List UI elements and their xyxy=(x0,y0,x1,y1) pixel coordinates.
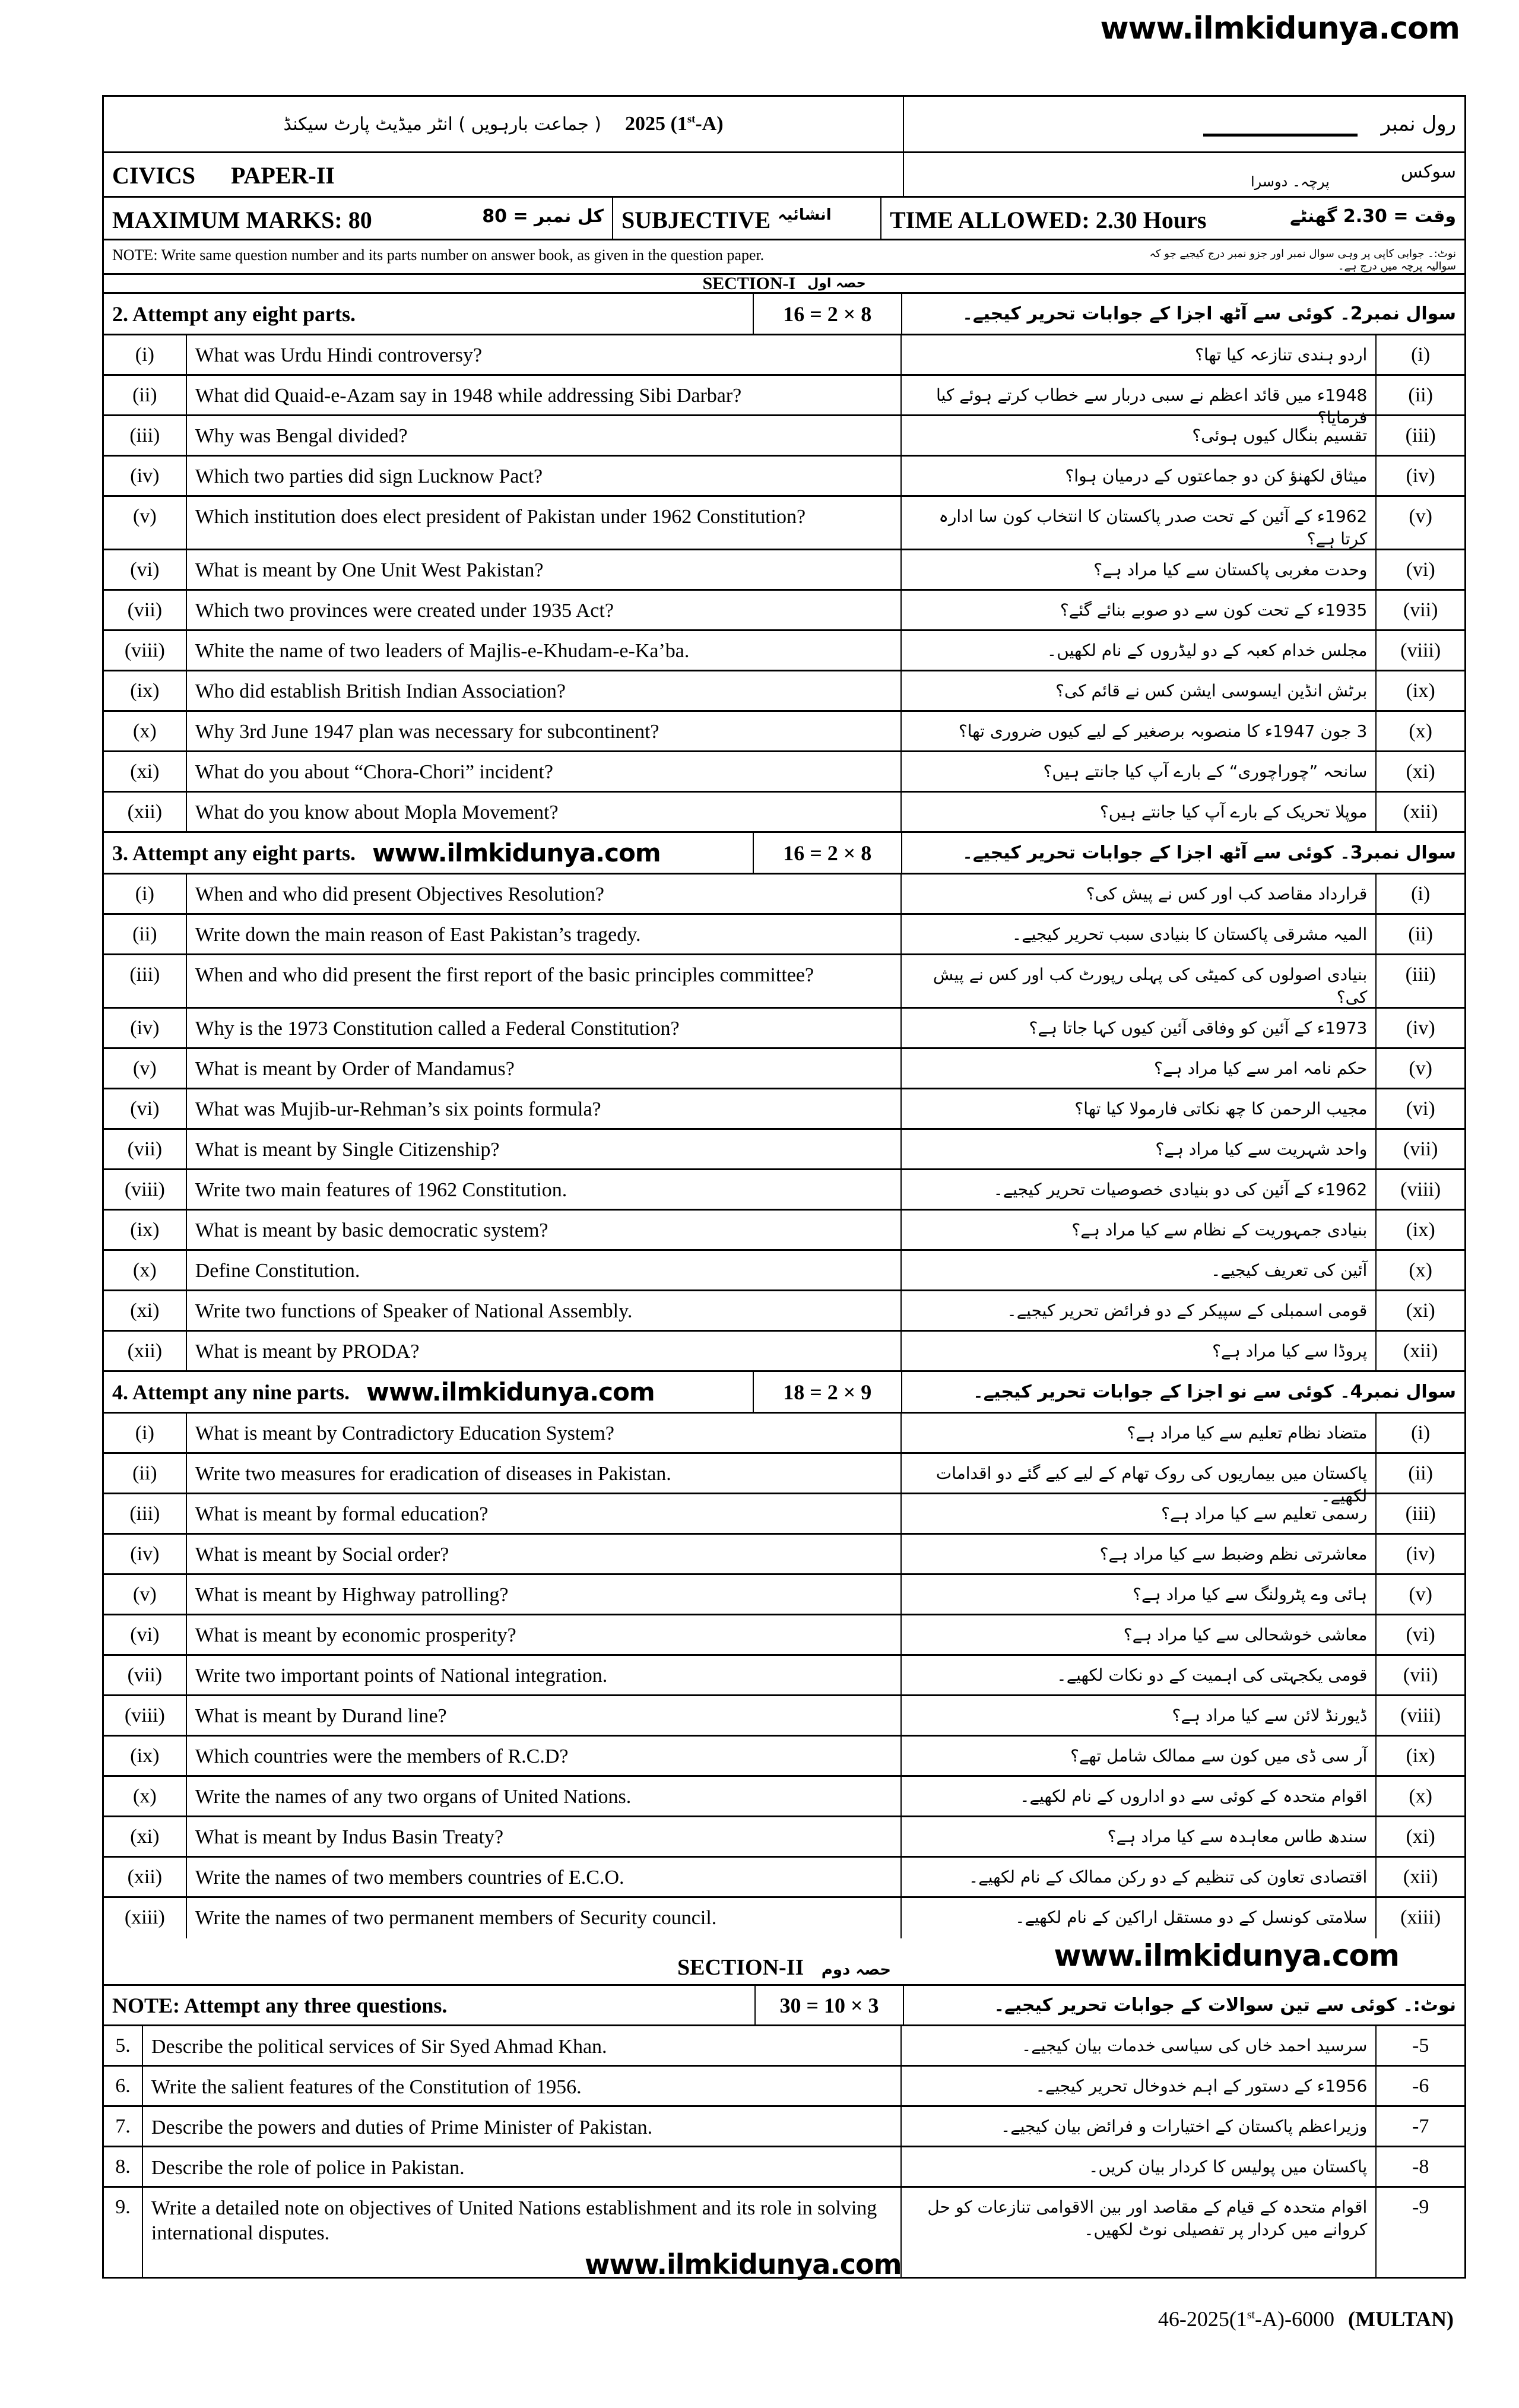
part-text-en: Why 3rd June 1947 plan was necessary for subcontinent? xyxy=(187,712,902,750)
part-number-ur: (vii) xyxy=(1403,1664,1438,1686)
paper-ur: پرچہ۔ دوسرا xyxy=(1251,173,1330,190)
part-number-ur: (x) xyxy=(1409,1785,1432,1807)
session-label xyxy=(625,113,724,135)
part-number: (vi) xyxy=(104,550,187,589)
part-number: (x) xyxy=(104,712,187,750)
long-question-text-en: Write the salient features of the Constitution of 1956. xyxy=(143,2067,902,2105)
question-marks: 18 = 2 × 9 xyxy=(754,1372,902,1412)
part-number: (viii) xyxy=(104,631,187,670)
subject-cell xyxy=(104,153,904,196)
question-part-row xyxy=(104,1211,1464,1251)
question-part-row xyxy=(104,335,1464,376)
part-number-ur: (viii) xyxy=(1400,639,1441,661)
part-number: (vii) xyxy=(104,1130,187,1168)
part-text-en: Write the names of two members countries of E.C.O. xyxy=(187,1858,902,1896)
part-text-ur: سلامتی کونسل کے دو مستقل اراکین کے نام لکھیے۔ xyxy=(902,1898,1377,1938)
question-part-row xyxy=(104,1251,1464,1291)
part-text-en: Write down the main reason of East Pakistan’s tragedy. xyxy=(187,915,902,953)
question-part-row xyxy=(104,1615,1464,1656)
long-question-row xyxy=(104,2067,1464,2107)
site-watermark-section2: www.ilmkidunya.com xyxy=(1054,1938,1399,1973)
paper-en: PAPER-II xyxy=(231,162,335,189)
type-en: SUBJECTIVE xyxy=(621,207,771,233)
long-question-number: 5. xyxy=(104,2026,143,2065)
question-part-row xyxy=(104,1898,1464,1938)
section-2-note-row xyxy=(104,1986,1464,2026)
session-pre: (1 xyxy=(670,113,687,135)
long-question-text-en: Describe the political services of Sir Syed Ahmad Khan. xyxy=(143,2026,902,2065)
part-text-ur: معاشی خوشحالی سے کیا مراد ہے؟ xyxy=(902,1615,1377,1654)
part-text-en: White the name of two leaders of Majlis-e-Khudam-e-Ka’ba. xyxy=(187,631,902,670)
part-text-en: Write the names of any two organs of United Nations. xyxy=(187,1777,902,1815)
part-text-en: What is meant by One Unit West Pakistan? xyxy=(187,550,902,589)
long-question-number: 6. xyxy=(104,2067,143,2105)
part-text-ur: قرارداد مقاصد کب اور کس نے پیش کی؟ xyxy=(902,875,1377,913)
part-number-ur: (i) xyxy=(1411,1422,1431,1444)
question-part-row xyxy=(104,1170,1464,1211)
part-text-ur: آئین کی تعریف کیجیے۔ xyxy=(902,1251,1377,1289)
part-text-en: Write two measures for eradication of diseases in Pakistan. xyxy=(187,1454,902,1493)
part-number: (iv) xyxy=(104,1535,187,1573)
part-number: (ix) xyxy=(104,1211,187,1249)
section-2-note-en: NOTE: Attempt any three questions. xyxy=(104,1986,756,2024)
long-question-row xyxy=(104,2026,1464,2067)
part-number-ur: (viii) xyxy=(1400,1178,1441,1200)
question-part-row xyxy=(104,457,1464,497)
part-number-ur: (ix) xyxy=(1406,1745,1435,1767)
part-text-ur: برٹش انڈین ایسوسی ایشن کس نے قائم کی؟ xyxy=(902,671,1377,710)
section-1-heading xyxy=(104,275,1464,294)
part-number-ur: (vi) xyxy=(1406,1624,1435,1646)
long-question-number: 8. xyxy=(104,2147,143,2186)
part-number-ur: (v) xyxy=(1409,505,1432,527)
question-part-row xyxy=(104,1535,1464,1575)
part-number: (v) xyxy=(104,1049,187,1088)
question-part-row xyxy=(104,752,1464,793)
section-1-label: SECTION-I xyxy=(702,273,796,293)
part-number: (viii) xyxy=(104,1170,187,1209)
part-text-en: What do you know about Mopla Movement? xyxy=(187,793,902,831)
part-number-ur: (xii) xyxy=(1403,1340,1438,1362)
part-text-en: What is meant by basic democratic system? xyxy=(187,1211,902,1249)
question-part-row xyxy=(104,1858,1464,1898)
part-text-ur: قومی اسمبلی کے سپیکر کے دو فرائض تحریر کیجیے۔ xyxy=(902,1291,1377,1330)
section-2-note-ur: نوٹ:۔ کوئی سے تین سوالات کے جوابات تحریر کیجیے۔ xyxy=(994,1995,1456,2016)
part-text-ur: قومی یکجہتی کی اہمیت کے دو نکات لکھیے۔ xyxy=(902,1656,1377,1694)
part-number-ur: (iv) xyxy=(1406,1543,1435,1565)
part-text-en: Write two main features of 1962 Constitution. xyxy=(187,1170,902,1209)
question-part-row xyxy=(104,875,1464,915)
question-title-text: 2. Attempt any eight parts. xyxy=(112,302,356,326)
paper-code-sup: st xyxy=(1247,2308,1255,2321)
part-number-ur: (ii) xyxy=(1408,384,1433,406)
part-number-ur: (iii) xyxy=(1405,964,1436,986)
part-number: (xii) xyxy=(104,1858,187,1896)
part-text-en: What is meant by Durand line? xyxy=(187,1696,902,1735)
long-question-number: 7. xyxy=(104,2107,143,2146)
part-number-ur: (xi) xyxy=(1406,761,1435,782)
question-part-row xyxy=(104,1291,1464,1332)
part-number-ur: (vii) xyxy=(1403,1138,1438,1160)
part-number: (v) xyxy=(104,1575,187,1614)
part-text-en: What is meant by Indus Basin Treaty? xyxy=(187,1817,902,1856)
part-number: (x) xyxy=(104,1251,187,1289)
part-text-ur: متضاد نظام تعلیم سے کیا مراد ہے؟ xyxy=(902,1414,1377,1452)
part-text-en: What is meant by formal education? xyxy=(187,1494,902,1533)
long-questions xyxy=(104,2026,1464,2280)
part-number-ur: (v) xyxy=(1409,1057,1432,1079)
question-part-row xyxy=(104,1494,1464,1535)
question-part-row xyxy=(104,497,1464,550)
part-number-ur: (ii) xyxy=(1408,1462,1433,1484)
part-number: (vi) xyxy=(104,1089,187,1128)
part-number-ur: (ix) xyxy=(1406,1219,1435,1241)
header-row-session xyxy=(104,97,1464,153)
question-part-row xyxy=(104,1049,1464,1089)
part-text-en: Which two provinces were created under 1935 Act? xyxy=(187,591,902,629)
part-number-ur: (vi) xyxy=(1406,1098,1435,1120)
part-number: (xi) xyxy=(104,1291,187,1330)
part-text-ur: ہائی وے پٹرولنگ سے کیا مراد ہے؟ xyxy=(902,1575,1377,1614)
site-watermark: www.ilmkidunya.com xyxy=(1100,11,1460,46)
question-part-row xyxy=(104,1414,1464,1454)
part-number-ur: (x) xyxy=(1409,720,1432,742)
part-text-en: Write two important points of National integration. xyxy=(187,1656,902,1694)
question-part-row xyxy=(104,591,1464,631)
part-text-en: What do you about “Chora-Chori” incident? xyxy=(187,752,902,791)
part-text-ur: میثاق لکھنؤ کن دو جماعتوں کے درمیان ہوا؟ xyxy=(902,457,1377,495)
part-text-en: Which institution does elect president of Pakistan under 1962 Constitution? xyxy=(187,497,902,549)
question-part-row xyxy=(104,712,1464,752)
part-number-ur: (xiii) xyxy=(1400,1906,1441,1928)
question-part-row xyxy=(104,1089,1464,1130)
note-ur: نوٹ:۔ جوابی کاپی پر وہی سوال نمبر اور جزو نمبر درج کیجیے جو کہ سوالیہ پرچہ میں درج ہے۔ xyxy=(1149,248,1456,273)
part-text-en: What is meant by PRODA? xyxy=(187,1332,902,1370)
question-title-text: 3. Attempt any eight parts. xyxy=(112,841,356,865)
part-text-ur: 1962ء کے آئین کے تحت صدر پاکستان کا انتخاب کون سا ادارہ کرتا ہے؟ xyxy=(902,497,1377,549)
part-text-ur: پروڈا سے کیا مراد ہے؟ xyxy=(902,1332,1377,1370)
header-row-subject xyxy=(104,153,1464,198)
question-part-row xyxy=(104,1737,1464,1777)
subject-urdu-cell xyxy=(904,153,1464,196)
part-number-ur: (i) xyxy=(1411,344,1431,366)
long-question-number-ur: -6 xyxy=(1412,2075,1429,2097)
long-question-text-en: Describe the powers and duties of Prime Minister of Pakistan. xyxy=(143,2107,902,2146)
marks-cell xyxy=(104,198,613,239)
part-text-en: Write the names of two permanent members of Security council. xyxy=(187,1898,902,1938)
class-urdu: ( جماعت بارہویں ) انٹر میڈیٹ پارٹ سیکنڈ xyxy=(283,113,601,135)
session-cell xyxy=(104,97,904,151)
long-question-text-ur: سرسید احمد خاں کی سیاسی خدمات بیان کیجیے۔ xyxy=(902,2026,1377,2065)
part-text-en: What was Urdu Hindi controversy? xyxy=(187,335,902,374)
question-title xyxy=(104,833,754,873)
question-part-row xyxy=(104,793,1464,833)
question-title xyxy=(104,294,754,334)
part-number-ur: (v) xyxy=(1409,1583,1432,1605)
part-text-ur: 1962ء کے آئین کی دو بنیادی خصوصیات تحریر کیجیے۔ xyxy=(902,1170,1377,1209)
long-question-row xyxy=(104,2188,1464,2280)
part-number-ur: (xi) xyxy=(1406,1826,1435,1848)
part-number-ur: (viii) xyxy=(1400,1704,1441,1726)
part-text-en: Who did establish British Indian Association? xyxy=(187,671,902,710)
header-row-note xyxy=(104,240,1464,275)
question-title-text: 4. Attempt any nine parts. xyxy=(112,1380,350,1404)
question-title-ur: سوال نمبر4۔ کوئی سے نو اجزا کے جوابات تحریر کیجیے۔ xyxy=(973,1382,1456,1402)
question-part-row xyxy=(104,671,1464,712)
part-number: (iv) xyxy=(104,1009,187,1047)
section-1-label-ur: حصہ اول xyxy=(807,276,866,291)
paper-city: (MULTAN) xyxy=(1348,2307,1454,2331)
part-text-en: What is meant by Social order? xyxy=(187,1535,902,1573)
question-part-row xyxy=(104,631,1464,671)
part-text-ur: موپلا تحریک کے بارے آپ کیا جانتے ہیں؟ xyxy=(902,793,1377,831)
part-text-en: Why was Bengal divided? xyxy=(187,416,902,455)
site-watermark-inline: www.ilmkidunya.com xyxy=(366,1377,655,1406)
part-text-en: What is meant by Contradictory Education System? xyxy=(187,1414,902,1452)
roll-no-label: رول نمبر xyxy=(1381,112,1456,136)
part-number: (i) xyxy=(104,875,187,913)
long-question-number: 9. xyxy=(104,2188,143,2277)
long-question-text-ur: اقوام متحدہ کے قیام کے مقاصد اور بین الاقوامی تنازعات کو حل کروانے میں کردار پر تفصیلی نوٹ لکھیں۔ xyxy=(902,2188,1377,2277)
part-number-ur: (i) xyxy=(1411,883,1431,905)
paper-code xyxy=(1158,2306,1454,2331)
part-text-ur: 1948ء میں قائد اعظم نے سبی دربار سے خطاب کرتے ہوئے کیا فرمایا؟ xyxy=(902,376,1377,414)
question-part-row xyxy=(104,1777,1464,1817)
part-text-ur: تقسیم بنگال کیوں ہوئی؟ xyxy=(902,416,1377,455)
question-part-row xyxy=(104,1696,1464,1737)
time-en: TIME ALLOWED: 2.30 Hours xyxy=(890,207,1207,233)
part-number-ur: (xii) xyxy=(1403,1866,1438,1888)
question-header xyxy=(104,833,1464,875)
part-text-ur: اقوام متحدہ کے کوئی سے دو اداروں کے نام لکھیے۔ xyxy=(902,1777,1377,1815)
part-text-en: Which countries were the members of R.C.D? xyxy=(187,1737,902,1775)
part-text-en: What is meant by economic prosperity? xyxy=(187,1615,902,1654)
long-question-number-ur: -7 xyxy=(1412,2115,1429,2137)
part-text-ur: معاشرتی نظم وضبط سے کیا مراد ہے؟ xyxy=(902,1535,1377,1573)
long-question-text-ur: پاکستان میں پولیس کا کردار بیان کریں۔ xyxy=(902,2147,1377,2186)
part-number: (vii) xyxy=(104,591,187,629)
long-question-row xyxy=(104,2147,1464,2188)
part-text-ur: 1973ء کے آئین کو وفاقی آئین کیوں کہا جاتا ہے؟ xyxy=(902,1009,1377,1047)
question-part-row xyxy=(104,1656,1464,1696)
part-number-ur: (xi) xyxy=(1406,1300,1435,1322)
question-part-row xyxy=(104,1575,1464,1615)
question-marks: 16 = 2 × 8 xyxy=(754,833,902,873)
long-question-text-en: Describe the role of police in Pakistan. xyxy=(143,2147,902,2186)
question-part-row xyxy=(104,955,1464,1009)
part-number-ur: (vii) xyxy=(1403,599,1438,621)
question-part-row xyxy=(104,1009,1464,1049)
part-text-en: Why is the 1973 Constitution called a Federal Constitution? xyxy=(187,1009,902,1047)
part-text-en: When and who did present Objectives Resolution? xyxy=(187,875,902,913)
part-number: (iii) xyxy=(104,416,187,455)
subject-ur: سوکس xyxy=(1400,161,1456,182)
section-2-heading xyxy=(104,1938,1464,1986)
part-number: (iii) xyxy=(104,955,187,1007)
part-text-en: What is meant by Order of Mandamus? xyxy=(187,1049,902,1088)
part-number-ur: (iv) xyxy=(1406,1017,1435,1039)
part-text-ur: مجیب الرحمن کا چھ نکاتی فارمولا کیا تھا؟ xyxy=(902,1089,1377,1128)
question-part-row xyxy=(104,376,1464,427)
question-marks: 16 = 2 × 8 xyxy=(754,294,902,334)
part-text-ur: 3 جون 1947ء کا منصوبہ برصغیر کے لیے کیوں ضروری تھا؟ xyxy=(902,712,1377,750)
section-1-cell xyxy=(104,275,1464,292)
short-questions xyxy=(104,294,1464,1938)
paper-code-post: -A)-6000 xyxy=(1255,2307,1334,2331)
part-number-ur: (iv) xyxy=(1406,465,1435,487)
part-number: (xiii) xyxy=(104,1898,187,1938)
part-number: (i) xyxy=(104,335,187,374)
part-text-en: What was Mujib-ur-Rehman’s six points formula? xyxy=(187,1089,902,1128)
question-part-row xyxy=(104,915,1464,955)
header-row-marks xyxy=(104,198,1464,240)
part-number: (iv) xyxy=(104,457,187,495)
long-question-row xyxy=(104,2107,1464,2147)
part-number: (xii) xyxy=(104,1332,187,1370)
part-number: (vi) xyxy=(104,1615,187,1654)
subject-en: CIVICS xyxy=(112,162,196,189)
question-title-ur: سوال نمبر3۔ کوئی سے آٹھ اجزا کے جوابات تحریر کیجیے۔ xyxy=(962,842,1456,863)
part-number-ur: (ix) xyxy=(1406,680,1435,702)
site-watermark-bottom: www.ilmkidunya.com xyxy=(585,2248,902,2280)
part-number: (i) xyxy=(104,1414,187,1452)
part-number: (ix) xyxy=(104,671,187,710)
section-2-label-ur: حصہ دوم xyxy=(821,1961,891,1979)
question-part-row xyxy=(104,1454,1464,1506)
type-ur: انشائیہ xyxy=(778,206,832,224)
part-number-ur: (x) xyxy=(1409,1259,1432,1281)
question-part-row xyxy=(104,550,1464,591)
part-number-ur: (iii) xyxy=(1405,424,1436,446)
part-number: (iii) xyxy=(104,1494,187,1533)
part-number-ur: (xii) xyxy=(1403,801,1438,823)
part-number-ur: (iii) xyxy=(1405,1503,1436,1525)
part-text-en: What did Quaid-e-Azam say in 1948 while addressing Sibi Darbar? xyxy=(187,376,902,414)
part-text-en: Define Constitution. xyxy=(187,1251,902,1289)
question-part-row xyxy=(104,416,1464,457)
part-text-ur: اقتصادی تعاون کی تنظیم کے دو رکن ممالک کے نام لکھیے۔ xyxy=(902,1858,1377,1896)
part-text-ur: پاکستان میں بیماریوں کی روک تھام کے لیے کیے گئے دو اقدامات لکھیے۔ xyxy=(902,1454,1377,1493)
part-number: (ii) xyxy=(104,1454,187,1493)
long-question-number-ur: -9 xyxy=(1412,2196,1429,2218)
type-cell xyxy=(613,198,881,239)
part-text-en: Which two parties did sign Lucknow Pact? xyxy=(187,457,902,495)
question-title-ur: سوال نمبر2۔ کوئی سے آٹھ اجزا کے جوابات تحریر کیجیے۔ xyxy=(962,303,1456,324)
part-number: (v) xyxy=(104,497,187,549)
part-text-en: Write two functions of Speaker of National Assembly. xyxy=(187,1291,902,1330)
session-sup: st xyxy=(687,113,696,126)
part-text-ur: بنیادی اصولوں کی کمیٹی کی پہلی رپورٹ کب اور کس نے پیش کی؟ xyxy=(902,955,1377,1007)
part-number: (vii) xyxy=(104,1656,187,1694)
part-text-ur: واحد شہریت سے کیا مراد ہے؟ xyxy=(902,1130,1377,1168)
part-text-en: What is meant by Highway patrolling? xyxy=(187,1575,902,1614)
roll-no-field[interactable] xyxy=(1203,112,1358,137)
part-number: (xi) xyxy=(104,1817,187,1856)
part-text-ur: ڈیورنڈ لائن سے کیا مراد ہے؟ xyxy=(902,1696,1377,1735)
part-text-ur: وحدت مغربی پاکستان سے کیا مراد ہے؟ xyxy=(902,550,1377,589)
part-text-en: When and who did present the first report of the basic principles committee? xyxy=(187,955,902,1007)
question-part-row xyxy=(104,1817,1464,1858)
part-text-ur: رسمی تعلیم سے کیا مراد ہے؟ xyxy=(902,1494,1377,1533)
part-text-ur: 1935ء کے تحت کون سے دو صوبے بنائے گئے؟ xyxy=(902,591,1377,629)
time-ur: وقت = 2.30 گھنٹے xyxy=(1290,206,1456,227)
section-2-label: SECTION-II xyxy=(677,1955,804,1980)
site-watermark-inline: www.ilmkidunya.com xyxy=(372,838,661,867)
question-header xyxy=(104,294,1464,335)
part-text-ur: اردو ہندی تنازعہ کیا تھا؟ xyxy=(902,335,1377,374)
long-question-number-ur: -8 xyxy=(1412,2156,1429,2178)
part-number: (ix) xyxy=(104,1737,187,1775)
part-number: (ii) xyxy=(104,915,187,953)
part-text-ur: سانحہ ”چوراچوری“ کے بارے آپ کیا جانتے ہیں؟ xyxy=(902,752,1377,791)
question-part-row xyxy=(104,1332,1464,1372)
part-number: (viii) xyxy=(104,1696,187,1735)
max-marks-en: MAXIMUM MARKS: 80 xyxy=(112,207,372,233)
part-text-ur: آر سی ڈی میں کون سے ممالک شامل تھے؟ xyxy=(902,1737,1377,1775)
part-text-ur: المیہ مشرقی پاکستان کا بنیادی سبب تحریر کیجیے۔ xyxy=(902,915,1377,953)
part-text-en: What is meant by Single Citizenship? xyxy=(187,1130,902,1168)
section-2-marks: 30 = 10 × 3 xyxy=(756,1986,904,2024)
long-question-text-ur: 1956ء کے دستور کے اہم خدوخال تحریر کیجیے۔ xyxy=(902,2067,1377,2105)
part-number: (x) xyxy=(104,1777,187,1815)
part-number-ur: (vi) xyxy=(1406,559,1435,581)
part-number-ur: (ii) xyxy=(1408,923,1433,945)
long-question-number-ur: -5 xyxy=(1412,2035,1429,2057)
long-question-text-ur: وزیراعظم پاکستان کے اختیارات و فرائض بیان کیجیے۔ xyxy=(902,2107,1377,2146)
long-question-text-en: Write a detailed note on objectives of United Nations establishment and its role in solving international disputes. xyxy=(143,2188,902,2277)
session-year: 2025 xyxy=(625,113,665,135)
paper-code-pre: 46-2025(1 xyxy=(1158,2307,1247,2331)
roll-no-cell xyxy=(904,97,1464,151)
question-paper xyxy=(102,95,1466,2279)
question-header xyxy=(104,1372,1464,1414)
part-number: (ii) xyxy=(104,376,187,414)
part-number: (xi) xyxy=(104,752,187,791)
question-part-row xyxy=(104,1130,1464,1170)
session-post: -A) xyxy=(695,113,724,135)
note-en: NOTE: Write same question number and its parts number on answer book, as given in the question paper. xyxy=(112,246,765,264)
part-text-ur: بنیادی جمہوریت کے نظام سے کیا مراد ہے؟ xyxy=(902,1211,1377,1249)
part-text-ur: مجلس خدام کعبہ کے دو لیڈروں کے نام لکھیں۔ xyxy=(902,631,1377,670)
part-text-ur: سندھ طاس معاہدہ سے کیا مراد ہے؟ xyxy=(902,1817,1377,1856)
total-marks-ur: کل نمبر = 80 xyxy=(482,206,604,227)
question-title xyxy=(104,1372,754,1412)
part-number: (xii) xyxy=(104,793,187,831)
time-cell xyxy=(881,198,1464,239)
part-text-ur: حکم نامہ امر سے کیا مراد ہے؟ xyxy=(902,1049,1377,1088)
